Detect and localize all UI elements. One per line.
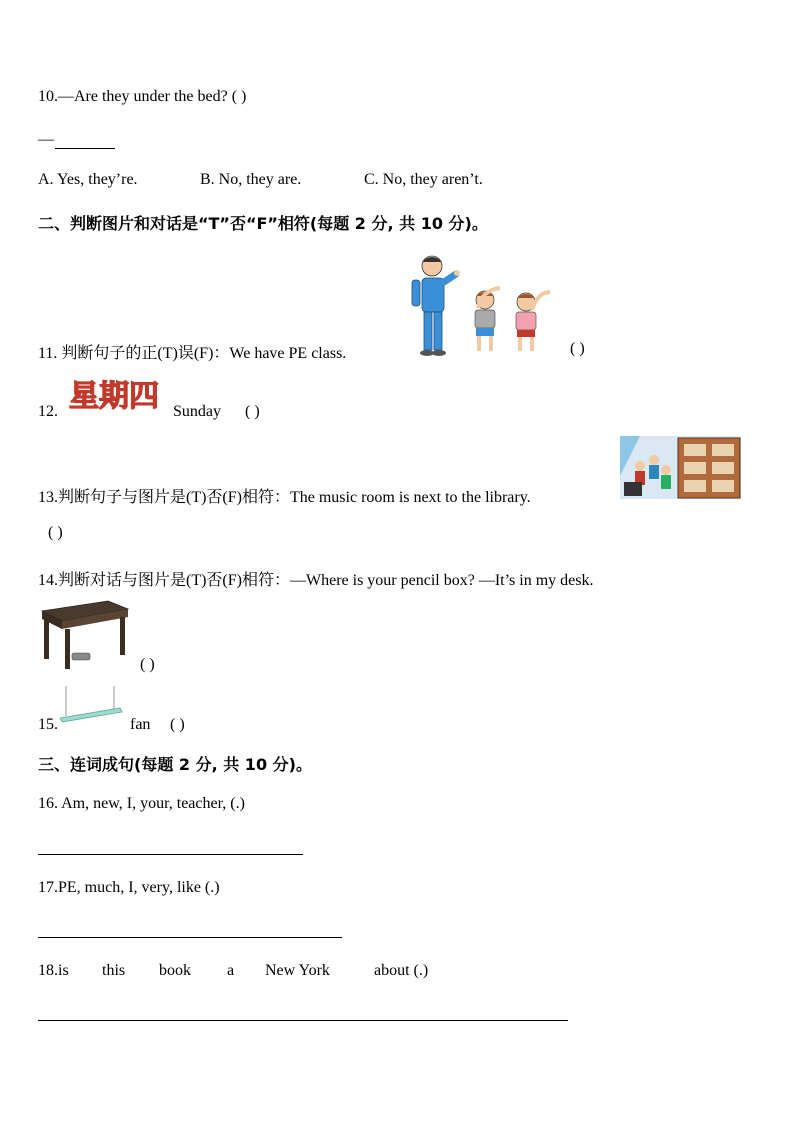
q10-option-a[interactable]: A. Yes, they’re. [38, 171, 138, 188]
q11-text: 11. 判断句子的正(T)误(F)：We have PE class. [38, 345, 347, 362]
q18-word: 18.is [38, 962, 69, 979]
q14-answer-paren[interactable]: ( ) [140, 656, 155, 673]
q13-answer-paren[interactable]: ( ) [48, 524, 63, 541]
desk-image [38, 597, 130, 669]
q18-words [38, 962, 458, 982]
q10-answer-dash: — [38, 131, 54, 148]
q18-answer-line[interactable] [38, 1020, 568, 1021]
q14-text: 14.判断对话与图片是(T)否(F)相符：—Where is your pencil box? —It’s in my desk. [38, 572, 594, 589]
thursday-sign-image [62, 372, 167, 416]
q10-option-b[interactable]: B. No, they are. [200, 171, 302, 188]
q13-text: 13.判断句子与图片是(T)否(F)相符：The music room is next to the library. [38, 489, 531, 506]
q18-word: New York [265, 962, 330, 979]
q16-text: 16. Am, new, I, your, teacher, (.) [38, 795, 245, 812]
pe-class-image [410, 252, 555, 357]
q10-question: 10.—Are they under the bed? ( ) [38, 88, 247, 105]
q10-answer-line[interactable] [55, 148, 115, 149]
section3-heading: 三、连词成句(每题 2 分, 共 10 分)。 [38, 755, 312, 774]
q18-word: about (.) [374, 962, 429, 979]
q17-answer-line[interactable] [38, 937, 342, 938]
q15-number: 15. [38, 716, 58, 733]
q10-option-c[interactable]: C. No, they aren’t. [364, 171, 483, 188]
q15-answer-paren[interactable]: ( ) [170, 716, 185, 733]
q12-word: Sunday [173, 403, 221, 420]
q12-answer-paren[interactable]: ( ) [245, 403, 260, 420]
section2-heading: 二、判断图片和对话是“T”否“F”相符(每题 2 分, 共 10 分)。 [38, 214, 488, 233]
thursday-sign-text: 星期四 [69, 379, 159, 414]
q17-text: 17.PE, much, I, very, like (.) [38, 879, 220, 896]
q18-word: book [159, 962, 191, 979]
fluorescent-lamp-image [58, 686, 124, 728]
music-room-library-image [620, 436, 741, 499]
q11-answer-paren[interactable]: ( ) [570, 340, 585, 357]
q12-number: 12. [38, 403, 58, 420]
q16-answer-line[interactable] [38, 854, 303, 855]
q15-word: fan [130, 716, 151, 733]
q18-word: this [102, 962, 126, 979]
q18-word: a [227, 962, 235, 979]
